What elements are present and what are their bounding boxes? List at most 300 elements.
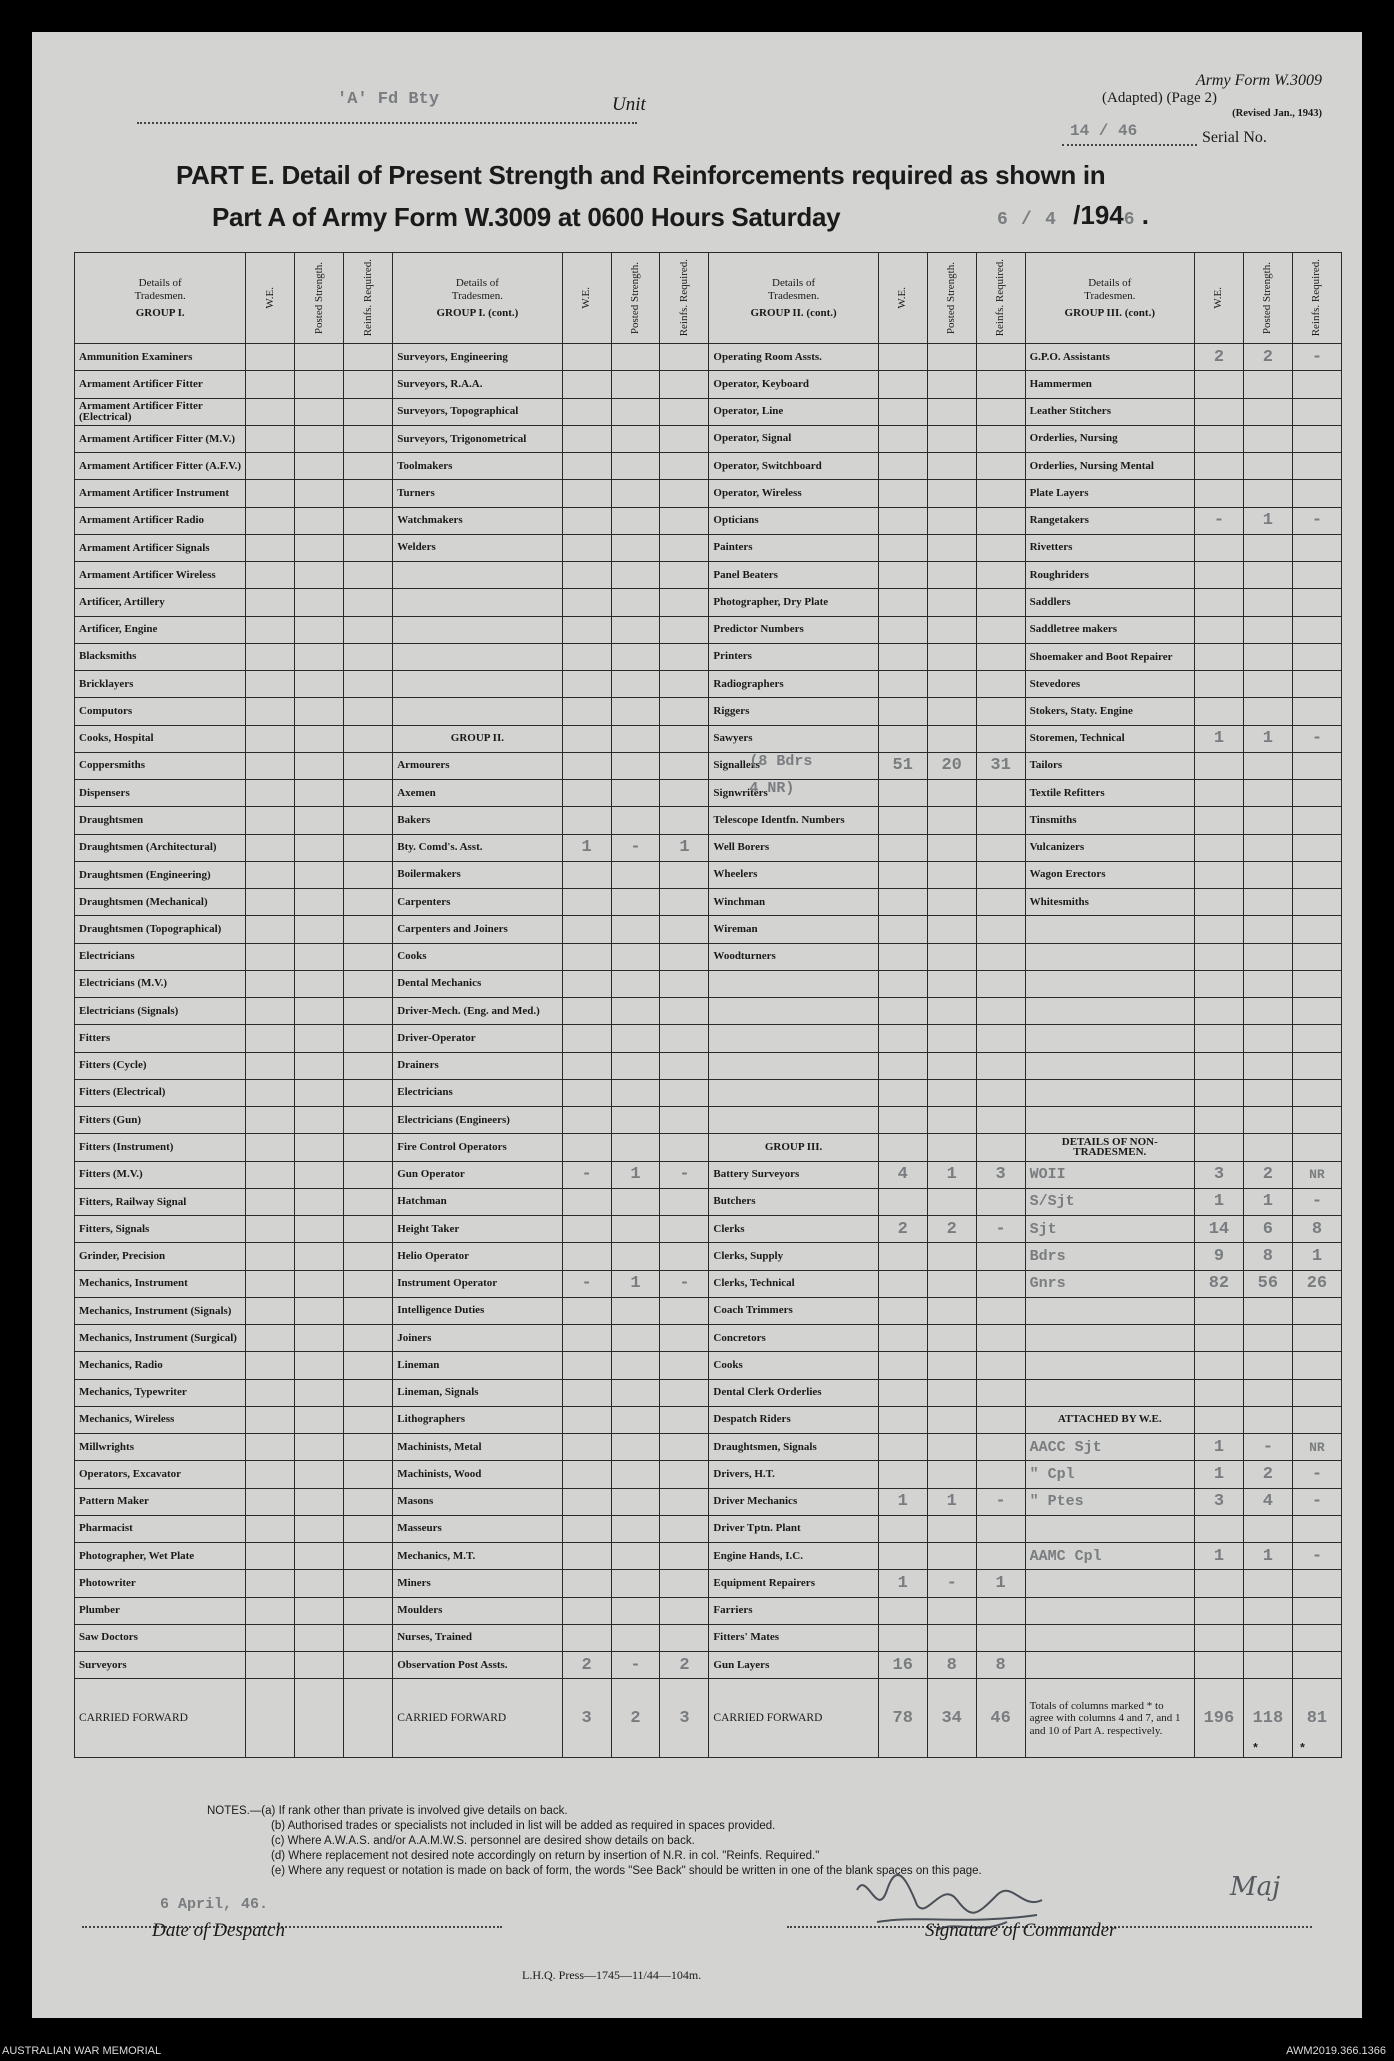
posted-value xyxy=(295,834,344,861)
trade-name: Tailors xyxy=(1025,752,1194,779)
posted-value xyxy=(295,1052,344,1079)
trade-name xyxy=(1025,970,1194,997)
trade-name: Painters xyxy=(709,534,878,561)
posted-value: 1 xyxy=(1243,507,1292,534)
trade-name: Rangetakers xyxy=(1025,507,1194,534)
posted-value xyxy=(927,725,976,752)
date-year-suffix: 6 xyxy=(1123,210,1135,230)
we-value: 51 xyxy=(878,752,927,779)
trade-name: Electricians xyxy=(393,1079,562,1106)
we-value xyxy=(562,752,611,779)
trade-name: Gun Layers xyxy=(709,1652,878,1679)
posted-value xyxy=(927,1297,976,1324)
reinfs-value xyxy=(1292,425,1341,452)
trade-name: GROUP III. xyxy=(709,1134,878,1161)
posted-value xyxy=(295,998,344,1025)
trade-name: Wireman xyxy=(709,916,878,943)
posted-value: 2 xyxy=(1243,1161,1292,1188)
trade-name: Fitters, Railway Signal xyxy=(75,1188,246,1215)
reinfs-value xyxy=(976,643,1025,670)
carried-g3-posted: 34 xyxy=(927,1679,976,1758)
posted-value xyxy=(295,1652,344,1679)
reinfs-value xyxy=(344,562,393,589)
reinfs-value xyxy=(344,834,393,861)
reinfs-value xyxy=(976,725,1025,752)
we-value xyxy=(562,1461,611,1488)
we-value xyxy=(1194,1325,1243,1352)
reinfs-value xyxy=(660,1406,709,1433)
trade-name: Draughtsmen (Topographical) xyxy=(75,916,246,943)
we-value xyxy=(562,1052,611,1079)
posted-header: Posted Strength. xyxy=(611,253,660,344)
star-mark: * xyxy=(1251,1742,1260,1757)
carried-forward-label: CARRIED FORWARD xyxy=(393,1679,562,1758)
trade-name: Mechanics, Radio xyxy=(75,1352,246,1379)
we-value xyxy=(878,1461,927,1488)
reinfs-value xyxy=(976,1379,1025,1406)
trade-name: Plumber xyxy=(75,1597,246,1624)
reinfs-value xyxy=(660,1079,709,1106)
trade-name xyxy=(1025,1570,1194,1597)
reinfs-value xyxy=(1292,1379,1341,1406)
reinfs-value xyxy=(976,1543,1025,1570)
posted-value xyxy=(927,371,976,398)
we-value xyxy=(878,970,927,997)
group-2-cont-header: Details of Tradesmen. GROUP II. (cont.) xyxy=(709,253,878,344)
we-value xyxy=(562,1434,611,1461)
posted-value xyxy=(1243,916,1292,943)
trade-name: Well Borers xyxy=(709,834,878,861)
trade-name: Photographer, Wet Plate xyxy=(75,1543,246,1570)
posted-value xyxy=(927,1243,976,1270)
we-value xyxy=(562,398,611,425)
posted-value xyxy=(927,1079,976,1106)
trade-name: Opticians xyxy=(709,507,878,534)
posted-value xyxy=(611,1570,660,1597)
we-value xyxy=(246,344,295,371)
we-value xyxy=(878,1297,927,1324)
reinfs-value xyxy=(1292,1325,1341,1352)
table-row xyxy=(75,1188,1342,1215)
posted-value xyxy=(295,1352,344,1379)
posted-value xyxy=(295,643,344,670)
note-d: (d) Where replacement not desired note accordingly on return by insertion of N.R. in col. "Reinfs. Required." xyxy=(271,1850,820,1862)
reinfs-value xyxy=(1292,807,1341,834)
posted-value xyxy=(295,807,344,834)
we-value: 1 xyxy=(1194,1461,1243,1488)
table-row xyxy=(75,616,1342,643)
table-row xyxy=(75,1025,1342,1052)
we-value xyxy=(878,562,927,589)
we-value xyxy=(562,1079,611,1106)
group-1-header: Details of Tradesmen. GROUP I. xyxy=(75,253,246,344)
reinfs-value xyxy=(660,1543,709,1570)
reinfs-value xyxy=(344,1570,393,1597)
table-row xyxy=(75,943,1342,970)
carried-g2-reinfs: 3 xyxy=(660,1679,709,1758)
posted-value xyxy=(1243,752,1292,779)
reinfs-value xyxy=(344,1652,393,1679)
table-row xyxy=(75,1243,1342,1270)
posted-value xyxy=(1243,780,1292,807)
note-e: (e) Where any request or notation is made on back of form, the words "See Back" should be written in one of the blank spaces on this page. xyxy=(271,1865,982,1877)
posted-value xyxy=(927,861,976,888)
reinfs-value xyxy=(344,344,393,371)
unit-value: 'A' Fd Bty xyxy=(337,90,440,109)
posted-value xyxy=(927,562,976,589)
posted-value xyxy=(927,453,976,480)
trade-name: Predictor Numbers xyxy=(709,616,878,643)
we-value xyxy=(246,861,295,888)
trade-name: Millwrights xyxy=(75,1434,246,1461)
trade-name: Electricians (Signals) xyxy=(75,998,246,1025)
we-value xyxy=(562,1243,611,1270)
posted-value: 1 xyxy=(611,1270,660,1297)
trade-name xyxy=(393,589,562,616)
reinfs-value xyxy=(1292,453,1341,480)
posted-value xyxy=(611,1434,660,1461)
group-3-cont-header: Details of Tradesmen. GROUP III. (cont.) xyxy=(1025,253,1194,344)
trade-name: Machinists, Metal xyxy=(393,1434,562,1461)
trade-name: Saddlers xyxy=(1025,589,1194,616)
reinfs-value xyxy=(976,589,1025,616)
we-value xyxy=(1194,398,1243,425)
reinfs-value xyxy=(660,1434,709,1461)
we-value xyxy=(246,1461,295,1488)
reinfs-value xyxy=(976,616,1025,643)
reinfs-value: NR xyxy=(1292,1434,1341,1461)
trade-name: Toolmakers xyxy=(393,453,562,480)
we-value xyxy=(246,1543,295,1570)
posted-value xyxy=(295,1570,344,1597)
posted-value xyxy=(927,589,976,616)
we-value xyxy=(878,807,927,834)
form-adapted: (Adapted) (Page 2) xyxy=(1102,90,1217,106)
posted-value xyxy=(1243,562,1292,589)
trade-name: Masons xyxy=(393,1488,562,1515)
posted-value xyxy=(1243,1515,1292,1542)
reinfs-value xyxy=(344,398,393,425)
trade-name: Fitters' Mates xyxy=(709,1624,878,1651)
we-value xyxy=(246,1624,295,1651)
posted-value xyxy=(295,916,344,943)
posted-value xyxy=(1243,970,1292,997)
reinfs-value xyxy=(1292,834,1341,861)
title-line-1: PART E. Detail of Present Strength and Reinforcements required as shown in xyxy=(176,160,1106,190)
reinfs-value xyxy=(976,834,1025,861)
trade-name: Clerks xyxy=(709,1216,878,1243)
trade-name xyxy=(1025,1624,1194,1651)
we-value: 4 xyxy=(878,1161,927,1188)
we-value xyxy=(246,1406,295,1433)
trade-name: Cooks xyxy=(709,1352,878,1379)
posted-value xyxy=(611,398,660,425)
we-value xyxy=(246,1297,295,1324)
table-row xyxy=(75,725,1342,752)
posted-value xyxy=(611,1297,660,1324)
we-value xyxy=(246,589,295,616)
trade-name: Draughtsmen (Architectural) xyxy=(75,834,246,861)
we-value: 9 xyxy=(1194,1243,1243,1270)
trade-name: Mechanics, Instrument xyxy=(75,1270,246,1297)
we-value: 1 xyxy=(1194,1434,1243,1461)
we-value xyxy=(562,1325,611,1352)
reinfs-value xyxy=(1292,889,1341,916)
reinfs-value xyxy=(344,671,393,698)
trade-name: Cooks, Hospital xyxy=(75,725,246,752)
trade-name xyxy=(1025,1597,1194,1624)
reinfs-value xyxy=(344,970,393,997)
trade-name: Artificer, Engine xyxy=(75,616,246,643)
trade-name: Moulders xyxy=(393,1597,562,1624)
table-row xyxy=(75,1652,1342,1679)
reinfs-value xyxy=(344,589,393,616)
watermark-left: AUSTRALIAN WAR MEMORIAL xyxy=(2,2045,162,2057)
we-value xyxy=(246,1107,295,1134)
posted-value xyxy=(611,780,660,807)
reinfs-value xyxy=(1292,562,1341,589)
reinfs-value xyxy=(976,1188,1025,1215)
we-value xyxy=(878,998,927,1025)
reinfs-value xyxy=(660,1515,709,1542)
we-value xyxy=(562,1297,611,1324)
we-value: 82 xyxy=(1194,1270,1243,1297)
we-value xyxy=(878,1406,927,1433)
we-value xyxy=(562,970,611,997)
trade-label: Signwriters xyxy=(713,786,768,799)
posted-header: Posted Strength. xyxy=(295,253,344,344)
trade-name: Lithographers xyxy=(393,1406,562,1433)
posted-value xyxy=(295,1624,344,1651)
reinfs-value xyxy=(344,1134,393,1161)
reinfs-value xyxy=(344,780,393,807)
reinfs-value xyxy=(660,398,709,425)
trade-name xyxy=(1025,1052,1194,1079)
we-value xyxy=(1194,616,1243,643)
total-posted: 118 * xyxy=(1243,1679,1292,1758)
table-row xyxy=(75,889,1342,916)
posted-value xyxy=(295,1379,344,1406)
table-row xyxy=(75,344,1342,371)
trade-name xyxy=(393,671,562,698)
posted-value xyxy=(1243,1379,1292,1406)
table-row xyxy=(75,780,1342,807)
posted-value xyxy=(927,1188,976,1215)
date-year-prefix: /194 xyxy=(1073,200,1124,230)
we-value xyxy=(562,453,611,480)
we-value xyxy=(246,671,295,698)
posted-value xyxy=(1243,671,1292,698)
we-value xyxy=(1194,1079,1243,1106)
posted-value xyxy=(611,1352,660,1379)
trade-name: Armament Artificer Instrument xyxy=(75,480,246,507)
reinfs-value: - xyxy=(1292,725,1341,752)
we-value xyxy=(1194,671,1243,698)
reinfs-value xyxy=(1292,698,1341,725)
reinfs-value xyxy=(660,725,709,752)
posted-value xyxy=(1243,943,1292,970)
we-value xyxy=(562,562,611,589)
posted-value xyxy=(295,1461,344,1488)
trade-name: ATTACHED BY W.E. xyxy=(1025,1406,1194,1433)
we-value xyxy=(246,1134,295,1161)
posted-value: 8 xyxy=(927,1652,976,1679)
we-value xyxy=(1194,534,1243,561)
reinfs-value xyxy=(660,1297,709,1324)
we-value xyxy=(1194,889,1243,916)
we-value xyxy=(562,480,611,507)
reinfs-value xyxy=(660,1570,709,1597)
trade-name: Carpenters xyxy=(393,889,562,916)
posted-value xyxy=(295,589,344,616)
despatch-value: 6 April, 46. xyxy=(160,1896,269,1913)
trade-name: Bricklayers xyxy=(75,671,246,698)
trade-name: Winchman xyxy=(709,889,878,916)
posted-value xyxy=(295,970,344,997)
reinfs-value xyxy=(976,1406,1025,1433)
table-row xyxy=(75,752,1342,779)
trade-name: Height Taker xyxy=(393,1216,562,1243)
trade-name: Fitters (Gun) xyxy=(75,1107,246,1134)
reinfs-value xyxy=(660,507,709,534)
reinfs-value xyxy=(344,425,393,452)
posted-value xyxy=(611,1052,660,1079)
reinfs-value xyxy=(344,1052,393,1079)
reinfs-value xyxy=(976,1515,1025,1542)
posted-value xyxy=(295,1134,344,1161)
reinfs-value xyxy=(660,1379,709,1406)
reinfs-value xyxy=(344,1161,393,1188)
trade-name: Mechanics, Wireless xyxy=(75,1406,246,1433)
trade-name: Mechanics, Instrument (Surgical) xyxy=(75,1325,246,1352)
trade-name xyxy=(1025,1107,1194,1134)
we-header: W.E. xyxy=(246,253,295,344)
trade-name: Plate Layers xyxy=(1025,480,1194,507)
posted-value: - xyxy=(611,834,660,861)
posted-value xyxy=(611,1134,660,1161)
posted-value xyxy=(611,371,660,398)
table-row xyxy=(75,643,1342,670)
trade-name: Panel Beaters xyxy=(709,562,878,589)
posted-value xyxy=(1243,1624,1292,1651)
reinfs-value xyxy=(344,943,393,970)
posted-value: 1 xyxy=(611,1161,660,1188)
posted-value xyxy=(927,1461,976,1488)
reinfs-value xyxy=(344,1597,393,1624)
we-value xyxy=(1194,1107,1243,1134)
posted-value xyxy=(1243,1107,1292,1134)
reinfs-value xyxy=(344,1325,393,1352)
posted-value xyxy=(927,1624,976,1651)
table-row xyxy=(75,1107,1342,1134)
trade-name: Printers xyxy=(709,643,878,670)
note-a: If rank other than private is involved give details on back. xyxy=(278,1805,568,1817)
table-row xyxy=(75,1134,1342,1161)
we-value xyxy=(246,998,295,1025)
trade-name: Photographer, Dry Plate xyxy=(709,589,878,616)
trade-name xyxy=(393,643,562,670)
we-value: 2 xyxy=(1194,344,1243,371)
trade-name: Shoemaker and Boot Repairer xyxy=(1025,643,1194,670)
posted-value xyxy=(611,344,660,371)
we-value xyxy=(878,1434,927,1461)
trade-name: Orderlies, Nursing xyxy=(1025,425,1194,452)
we-value xyxy=(1194,861,1243,888)
form-page xyxy=(32,32,1362,2018)
we-value xyxy=(878,698,927,725)
trade-name: Whitesmiths xyxy=(1025,889,1194,916)
trade-name: Fire Control Operators xyxy=(393,1134,562,1161)
we-value xyxy=(562,1597,611,1624)
posted-value xyxy=(1243,861,1292,888)
reinfs-value xyxy=(660,998,709,1025)
reinfs-value xyxy=(976,780,1025,807)
date-day: 6 xyxy=(997,210,1008,230)
posted-value xyxy=(295,752,344,779)
reinfs-value: - xyxy=(1292,1488,1341,1515)
title-date: 6 / 4 /1946 . xyxy=(997,200,1150,230)
we-value xyxy=(878,916,927,943)
reinfs-value xyxy=(344,480,393,507)
trade-name: Fitters (Instrument) xyxy=(75,1134,246,1161)
we-value xyxy=(562,671,611,698)
posted-value xyxy=(295,1161,344,1188)
posted-value xyxy=(927,1134,976,1161)
trade-name: Butchers xyxy=(709,1188,878,1215)
posted-value xyxy=(611,916,660,943)
trade-name: Carpenters and Joiners xyxy=(393,916,562,943)
we-value xyxy=(878,371,927,398)
typed-note: (8 Bdrs xyxy=(749,752,813,770)
posted-value: 6 xyxy=(1243,1216,1292,1243)
we-value xyxy=(878,671,927,698)
trade-name xyxy=(709,1025,878,1052)
we-value xyxy=(878,1325,927,1352)
trade-name: Saddletree makers xyxy=(1025,616,1194,643)
reinfs-value: NR xyxy=(1292,1161,1341,1188)
we-value xyxy=(1194,752,1243,779)
reinfs-value xyxy=(344,889,393,916)
reinfs-value xyxy=(660,1052,709,1079)
posted-value xyxy=(611,562,660,589)
table-row xyxy=(75,453,1342,480)
reinfs-value: 31 xyxy=(976,752,1025,779)
we-value xyxy=(562,589,611,616)
table-row xyxy=(75,807,1342,834)
reinfs-value xyxy=(1292,1652,1341,1679)
posted-value xyxy=(295,398,344,425)
we-value xyxy=(562,780,611,807)
we-value xyxy=(562,725,611,752)
we-value xyxy=(1194,425,1243,452)
posted-value xyxy=(295,534,344,561)
we-value: 3 xyxy=(1194,1488,1243,1515)
signature-label: Signature of Commander xyxy=(925,1920,1117,1941)
we-value xyxy=(246,752,295,779)
reinfs-value xyxy=(1292,970,1341,997)
we-value xyxy=(562,1624,611,1651)
rank-entry: Bdrs xyxy=(1025,1243,1194,1270)
reinfs-value xyxy=(976,1597,1025,1624)
reinfs-value xyxy=(660,943,709,970)
we-value xyxy=(562,371,611,398)
trade-name: Driver Tptn. Plant xyxy=(709,1515,878,1542)
posted-value: - xyxy=(611,1652,660,1679)
we-value xyxy=(562,344,611,371)
posted-value xyxy=(1243,398,1292,425)
we-value: 1 xyxy=(1194,725,1243,752)
despatch-label: Date of Despatch xyxy=(152,1920,285,1941)
